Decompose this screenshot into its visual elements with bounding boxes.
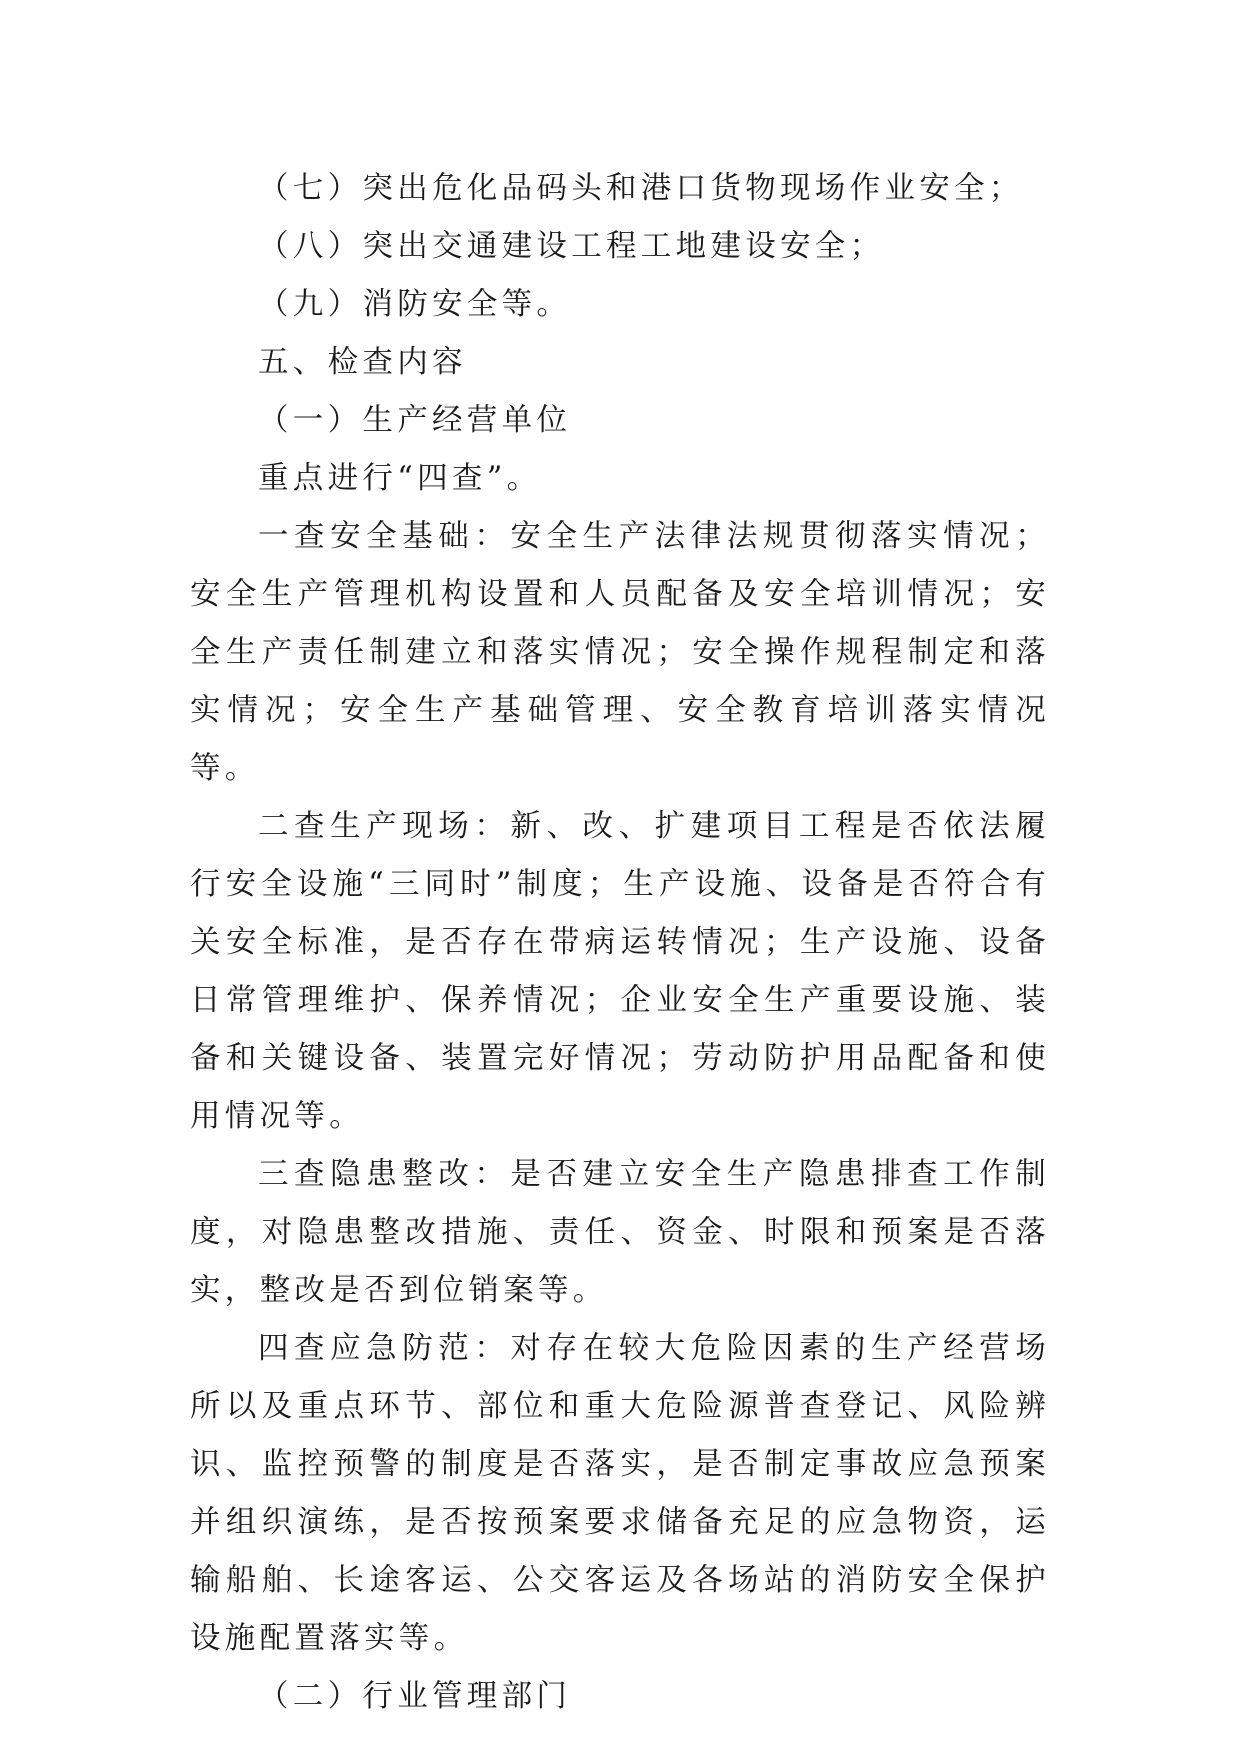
paragraph-item-7: （七）突出危化品码头和港口货物现场作业安全； [258,171,1024,206]
paragraph-four-checks: 重点进行“四查”。 [258,461,542,496]
paragraph-item-8: （八）突出交通建设工程工地建设安全； [258,229,885,264]
document-body [190,160,1050,1726]
paragraph-check-4: 四查应急防范：对存在较大危险因素的生产经营场所以及重点环节、部位和重大危险源普查登记、风险辨识、监控预警的制度是否落实，是否制定事故应急预案并组织演练，是否按预案要求储备充足的应急物资，运输船舶、长途客运、公交客运及各场站的消防安全保护设施配置落实等。 [190,1331,1050,1656]
section-heading-5: 五、检查内容 [258,345,467,380]
paragraph-check-1: 一查安全基础：安全生产法律法规贯彻落实情况；安全生产管理机构设置和人员配备及安全培训情况；安全生产责任制建立和落实情况；安全操作规程制定和落实情况；安全生产基础管理、安全教育培训落实情况等。 [190,519,1050,786]
paragraph-item-9: （九）消防安全等。 [258,287,572,322]
paragraph-check-3: 三查隐患整改：是否建立安全生产隐患排查工作制度，对隐患整改措施、责任、资金、时限和预案是否落实，整改是否到位销案等。 [190,1157,1050,1308]
subheading-1: （一）生产经营单位 [258,403,572,438]
paragraph-check-2: 二查生产现场：新、改、扩建项目工程是否依法履行安全设施“三同时”制度；生产设施、设备是否符合有关安全标准，是否存在带病运转情况；生产设施、设备日常管理维护、保养情况；企业安全生产重要设施、装备和关键设备、装置完好情况；劳动防护用品配备和使用情况等。 [190,809,1050,1134]
subheading-2: （二）行业管理部门 [258,1679,572,1714]
